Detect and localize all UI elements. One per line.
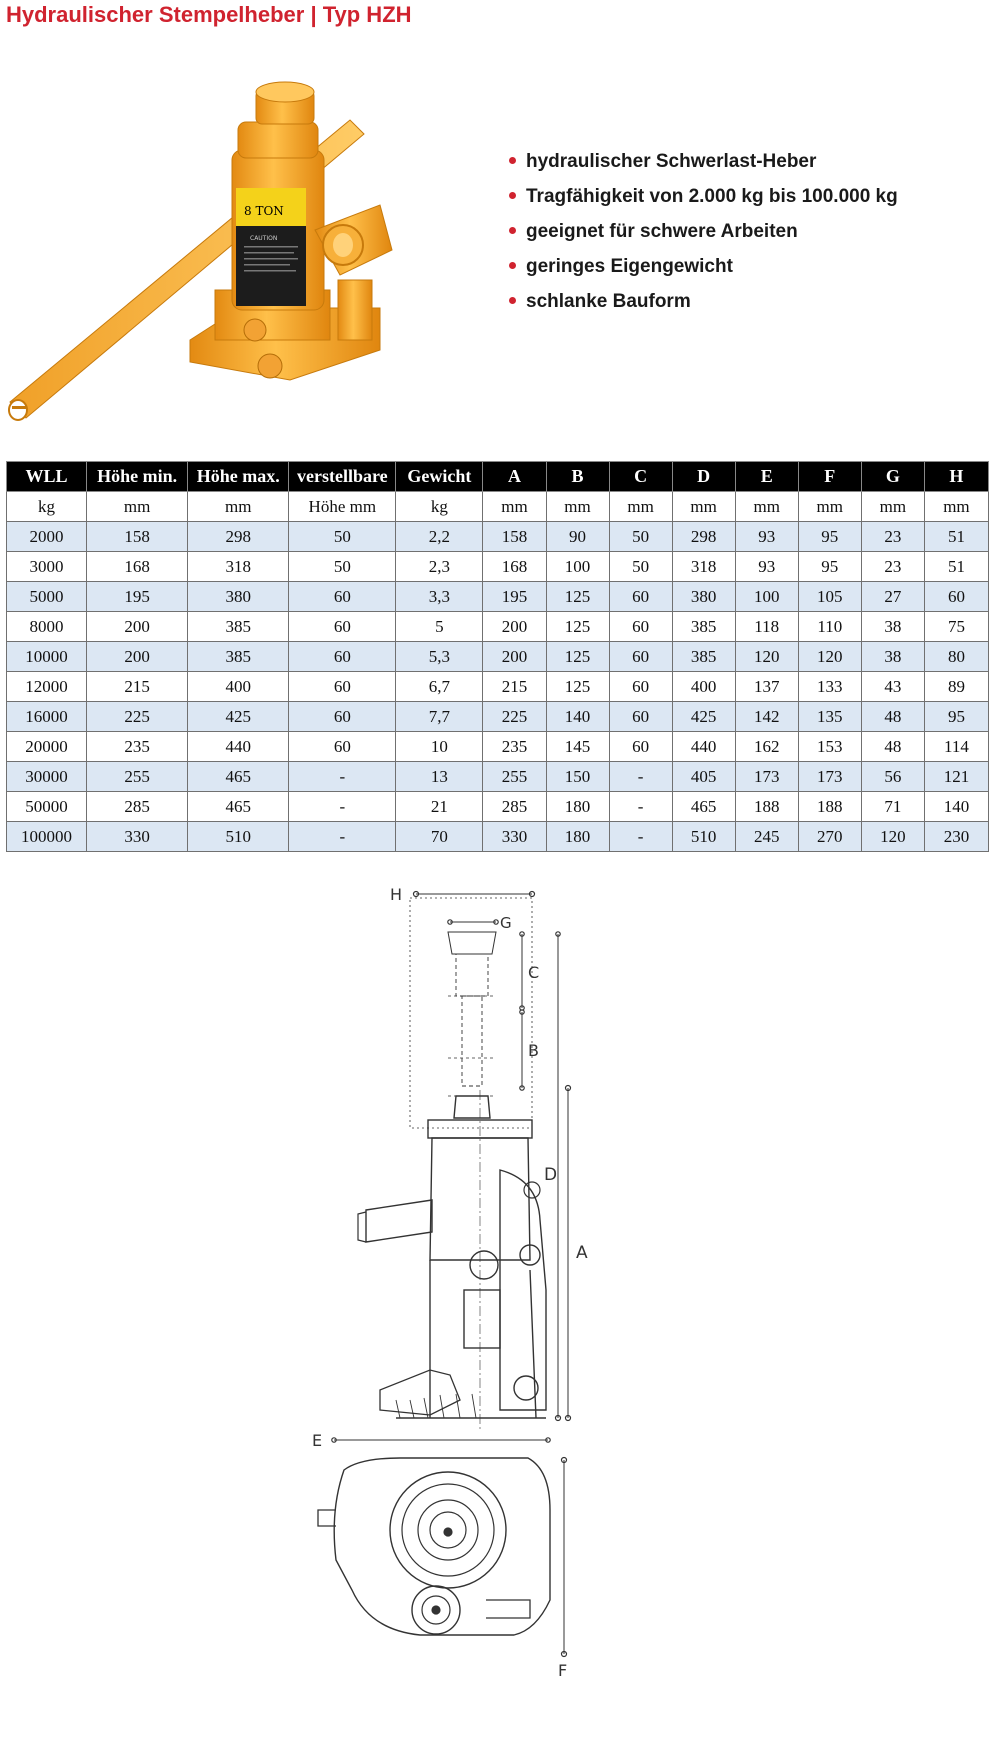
table-cell: 48 <box>861 702 924 732</box>
table-cell: 2,2 <box>396 522 483 552</box>
table-cell: 10 <box>396 732 483 762</box>
table-cell: 10000 <box>7 642 87 672</box>
table-cell: 90 <box>546 522 609 552</box>
dim-label-d: D <box>544 1165 558 1185</box>
table-cell: 285 <box>483 792 546 822</box>
table-cell: 43 <box>861 672 924 702</box>
table-cell: 60 <box>289 612 396 642</box>
table-row <box>7 582 989 612</box>
table-cell: 50 <box>609 522 672 552</box>
table-cell: 140 <box>546 702 609 732</box>
table-cell: 465 <box>188 792 289 822</box>
table-cell: 125 <box>546 642 609 672</box>
table-cell: 298 <box>672 522 735 552</box>
table-row <box>7 702 989 732</box>
table-cell: 51 <box>924 522 988 552</box>
table-cell: 440 <box>188 732 289 762</box>
dim-label-e: E <box>312 1431 323 1450</box>
table-cell: 21 <box>396 792 483 822</box>
table-cell: 200 <box>483 642 546 672</box>
table-cell: 168 <box>87 552 188 582</box>
table-cell: 118 <box>735 612 798 642</box>
table-cell: 245 <box>735 822 798 852</box>
table-cell: 100 <box>735 582 798 612</box>
table-cell: 215 <box>483 672 546 702</box>
dim-label-a: A <box>576 1243 588 1263</box>
table-cell: 135 <box>798 702 861 732</box>
table-cell: 145 <box>546 732 609 762</box>
table-cell: 3000 <box>7 552 87 582</box>
table-cell: 225 <box>87 702 188 732</box>
table-cell: 425 <box>188 702 289 732</box>
table-cell: 114 <box>924 732 988 762</box>
table-cell: 23 <box>861 552 924 582</box>
table-row <box>7 672 989 702</box>
table-cell: 298 <box>188 522 289 552</box>
table-cell: 51 <box>924 552 988 582</box>
table-cell: 80 <box>924 642 988 672</box>
table-row <box>7 762 989 792</box>
table-cell: 120 <box>735 642 798 672</box>
table-cell: 235 <box>87 732 188 762</box>
unit-cell: mm <box>87 492 188 522</box>
unit-cell: mm <box>672 492 735 522</box>
table-cell: 60 <box>289 702 396 732</box>
table-cell: 60 <box>289 672 396 702</box>
table-cell: 13 <box>396 762 483 792</box>
table-cell: 385 <box>188 612 289 642</box>
table-cell: 400 <box>672 672 735 702</box>
table-cell: 60 <box>609 702 672 732</box>
jack-caution-text: CAUTION <box>250 235 278 242</box>
table-cell: 180 <box>546 792 609 822</box>
table-cell: 75 <box>924 612 988 642</box>
unit-cell: Höhe mm <box>289 492 396 522</box>
table-row <box>7 822 989 852</box>
unit-cell: mm <box>735 492 798 522</box>
feature-item: geeignet für schwere Arbeiten <box>508 220 898 255</box>
header-b: B <box>546 462 609 492</box>
table-cell: - <box>609 792 672 822</box>
table-cell: 48 <box>861 732 924 762</box>
table-cell: - <box>289 792 396 822</box>
bullet-icon <box>509 192 516 199</box>
table-cell: 12000 <box>7 672 87 702</box>
table-cell: 56 <box>861 762 924 792</box>
table-cell: 60 <box>924 582 988 612</box>
unit-cell: kg <box>396 492 483 522</box>
header-gewicht: Gewicht <box>396 462 483 492</box>
table-cell: 38 <box>861 612 924 642</box>
table-cell: 23 <box>861 522 924 552</box>
table-cell: 440 <box>672 732 735 762</box>
unit-cell: mm <box>546 492 609 522</box>
table-cell: 60 <box>289 732 396 762</box>
spec-table <box>6 461 989 852</box>
bullet-icon <box>509 157 516 164</box>
table-cell: 200 <box>483 612 546 642</box>
table-cell: 70 <box>396 822 483 852</box>
table-cell: 153 <box>798 732 861 762</box>
table-cell: 425 <box>672 702 735 732</box>
table-cell: 95 <box>924 702 988 732</box>
table-cell: - <box>289 762 396 792</box>
table-cell: 510 <box>188 822 289 852</box>
unit-cell: mm <box>609 492 672 522</box>
table-cell: 110 <box>798 612 861 642</box>
bullet-icon <box>509 227 516 234</box>
feature-item: schlanke Bauform <box>508 290 898 325</box>
table-cell: 125 <box>546 612 609 642</box>
unit-cell: mm <box>861 492 924 522</box>
table-cell: 285 <box>87 792 188 822</box>
table-cell: - <box>609 762 672 792</box>
table-cell: 27 <box>861 582 924 612</box>
table-cell: 385 <box>672 612 735 642</box>
header-e: E <box>735 462 798 492</box>
table-row <box>7 552 989 582</box>
table-cell: - <box>289 822 396 852</box>
table-cell: 30000 <box>7 762 87 792</box>
table-cell: 6,7 <box>396 672 483 702</box>
table-cell: 60 <box>609 732 672 762</box>
table-cell: 93 <box>735 552 798 582</box>
table-cell: 125 <box>546 582 609 612</box>
header-c: C <box>609 462 672 492</box>
table-cell: 158 <box>483 522 546 552</box>
feature-list <box>508 150 898 325</box>
table-cell: 168 <box>483 552 546 582</box>
table-cell: 133 <box>798 672 861 702</box>
table-cell: 60 <box>289 582 396 612</box>
table-cell: 188 <box>735 792 798 822</box>
table-cell: 215 <box>87 672 188 702</box>
table-cell: 2000 <box>7 522 87 552</box>
unit-cell: mm <box>798 492 861 522</box>
table-cell: 140 <box>924 792 988 822</box>
table-cell: 255 <box>483 762 546 792</box>
table-cell: 200 <box>87 642 188 672</box>
header-d: D <box>672 462 735 492</box>
table-row <box>7 642 989 672</box>
unit-cell: kg <box>7 492 87 522</box>
table-cell: 7,7 <box>396 702 483 732</box>
table-cell: 3,3 <box>396 582 483 612</box>
table-cell: 195 <box>87 582 188 612</box>
table-cell: 465 <box>672 792 735 822</box>
table-cell: 142 <box>735 702 798 732</box>
table-cell: 71 <box>861 792 924 822</box>
table-cell: 60 <box>609 582 672 612</box>
table-cell: 137 <box>735 672 798 702</box>
header-wll: WLL <box>7 462 87 492</box>
table-cell: 121 <box>924 762 988 792</box>
table-cell: 230 <box>924 822 988 852</box>
table-cell: 2,3 <box>396 552 483 582</box>
table-cell: 95 <box>798 522 861 552</box>
table-cell: 150 <box>546 762 609 792</box>
table-cell: 95 <box>798 552 861 582</box>
table-cell: 195 <box>483 582 546 612</box>
table-cell: 8000 <box>7 612 87 642</box>
units-row <box>7 492 989 522</box>
feature-item: hydraulischer Schwerlast-Heber <box>508 150 898 185</box>
table-cell: 5 <box>396 612 483 642</box>
dim-label-f: F <box>558 1661 568 1680</box>
dim-label-b: B <box>528 1041 539 1060</box>
table-cell: 105 <box>798 582 861 612</box>
unit-cell: mm <box>483 492 546 522</box>
table-cell: 385 <box>188 642 289 672</box>
table-cell: 380 <box>672 582 735 612</box>
jack-label <box>236 188 306 306</box>
bullet-icon <box>509 262 516 269</box>
table-cell: 465 <box>188 762 289 792</box>
table-cell: 173 <box>798 762 861 792</box>
unit-cell: mm <box>924 492 988 522</box>
table-row <box>7 522 989 552</box>
table-header-row <box>7 462 989 492</box>
header-hoehe-max: Höhe max. <box>188 462 289 492</box>
table-cell: 380 <box>188 582 289 612</box>
table-cell: 318 <box>672 552 735 582</box>
table-cell: 385 <box>672 642 735 672</box>
table-cell: 20000 <box>7 732 87 762</box>
table-row <box>7 732 989 762</box>
header-g: G <box>861 462 924 492</box>
table-cell: 89 <box>924 672 988 702</box>
jack-capacity-text: 8 TON <box>244 204 284 218</box>
header-f: F <box>798 462 861 492</box>
header-hoehe-min: Höhe min. <box>87 462 188 492</box>
table-row <box>7 792 989 822</box>
table-cell: 318 <box>188 552 289 582</box>
table-cell: 120 <box>861 822 924 852</box>
table-cell: 60 <box>609 612 672 642</box>
table-cell: - <box>609 822 672 852</box>
table-cell: 400 <box>188 672 289 702</box>
table-cell: 200 <box>87 612 188 642</box>
table-cell: 50000 <box>7 792 87 822</box>
table-cell: 5000 <box>7 582 87 612</box>
table-cell: 120 <box>798 642 861 672</box>
table-cell: 405 <box>672 762 735 792</box>
header-h: H <box>924 462 988 492</box>
table-cell: 173 <box>735 762 798 792</box>
dim-label-h: H <box>390 885 403 904</box>
table-cell: 50 <box>289 552 396 582</box>
table-cell: 16000 <box>7 702 87 732</box>
table-cell: 60 <box>609 672 672 702</box>
feature-item: Tragfähigkeit von 2.000 kg bis 100.000 kg <box>508 185 898 220</box>
table-cell: 225 <box>483 702 546 732</box>
table-cell: 60 <box>609 642 672 672</box>
table-cell: 125 <box>546 672 609 702</box>
table-cell: 255 <box>87 762 188 792</box>
table-cell: 188 <box>798 792 861 822</box>
table-cell: 270 <box>798 822 861 852</box>
dim-label-g: G <box>500 914 512 932</box>
bullet-icon <box>509 297 516 304</box>
table-row <box>7 612 989 642</box>
jack-photo <box>0 40 420 440</box>
table-cell: 510 <box>672 822 735 852</box>
table-cell: 235 <box>483 732 546 762</box>
table-cell: 38 <box>861 642 924 672</box>
table-cell: 60 <box>289 642 396 672</box>
feature-item: geringes Eigengewicht <box>508 255 898 290</box>
table-cell: 100 <box>546 552 609 582</box>
table-cell: 180 <box>546 822 609 852</box>
unit-cell: mm <box>188 492 289 522</box>
technical-drawing <box>300 870 620 1759</box>
table-cell: 162 <box>735 732 798 762</box>
table-cell: 158 <box>87 522 188 552</box>
table-cell: 50 <box>609 552 672 582</box>
table-cell: 50 <box>289 522 396 552</box>
table-cell: 330 <box>483 822 546 852</box>
dim-label-c: C <box>528 963 540 982</box>
header-a: A <box>483 462 546 492</box>
table-cell: 100000 <box>7 822 87 852</box>
header-verstellbare: verstellbare <box>289 462 396 492</box>
table-cell: 93 <box>735 522 798 552</box>
table-cell: 330 <box>87 822 188 852</box>
table-cell: 5,3 <box>396 642 483 672</box>
page-title: Hydraulischer Stempelheber | Typ HZH <box>6 2 412 27</box>
